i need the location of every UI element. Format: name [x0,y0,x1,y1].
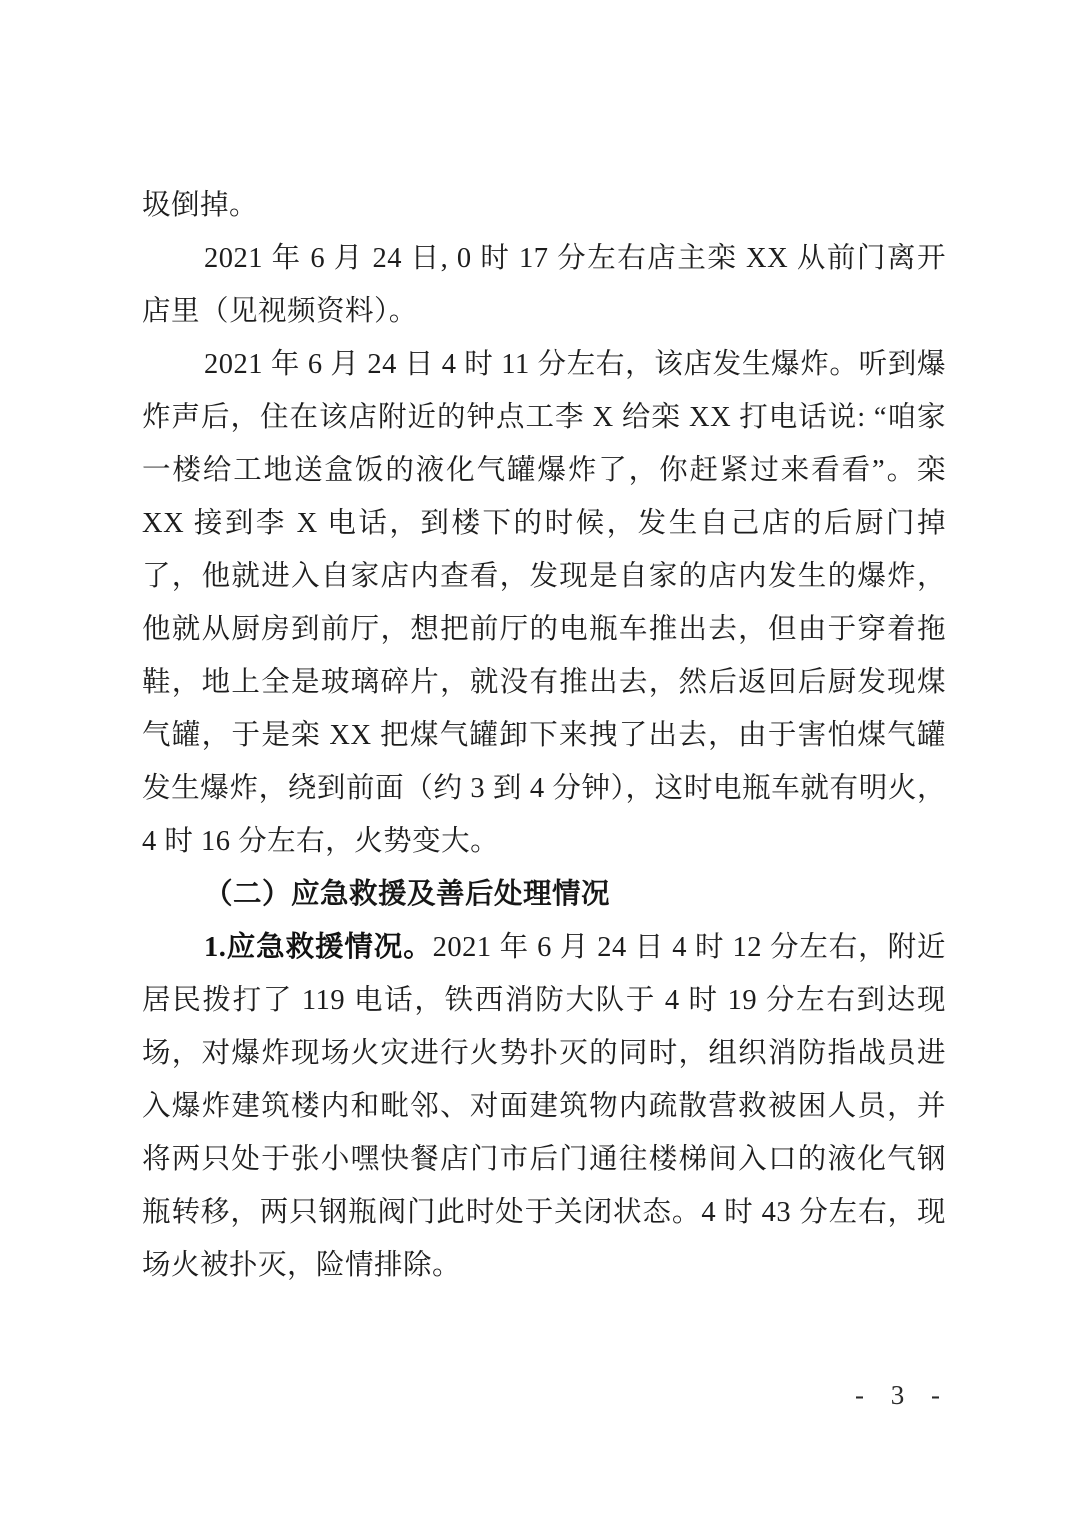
paragraph-owner-left-store: 2021 年 6 月 24 日, 0 时 17 分左右店主栾 XX 从前门离开店里（见视频资料）。 [142,243,946,327]
page-number: - 3 - [855,1380,950,1410]
paragraph-bold-lead: 1.应急救援情况。 [204,932,433,963]
paragraph-explosion-account: 2021 年 6 月 24 日 4 时 11 分左右，该店发生爆炸。听到爆炸声后，住在该店附近的钟点工李 X 给栾 XX 打电话说: “咱家一楼给工地送盒饭的液化气罐爆炸了，你赶紧过来看看”。栾 XX 接到李 X 电话，到楼下的时候，发生自己店的后厨门掉了，他就进入自家店内查看，发现是自家的店内发生的爆炸，他就从厨房到前厅，想把前厅的电瓶车推出去，但由于穿着拖鞋，地上全是玻璃碎片，就没有推出去，然后返回后厨发现煤气罐，于是栾 XX 把煤气罐卸下来拽了出去，由于害怕煤气罐发生爆炸，绕到前面（约 3 到 4 分钟），这时电瓶车就有明火，4 时 16 分左右，火势变大。 [142,349,946,857]
document-body [142,179,946,1292]
paragraph-rescue-situation [142,921,946,1292]
section-heading-emergency-response: （二）应急救援及善后处理情况 [204,879,611,910]
paragraph-rescue-text: 2021 年 6 月 24 日 4 时 12 分左右，附近居民拨打了 119 电话，铁西消防大队于 4 时 19 分左右到达现场，对爆炸现场火灾进行火势扑灭的同时，组织消防指战员进入爆炸建筑楼内和毗邻、对面建筑物内疏散营救被困人员，并将两只处于张小嘿快餐店门市后门通往楼梯间入口的液化气钢瓶转移，两只钢瓶阀门此时处于关闭状态。4 时 43 分左右，现场火被扑灭，险情排除。 [142,932,946,1281]
paragraph-continuation: 圾倒掉。 [142,190,259,221]
